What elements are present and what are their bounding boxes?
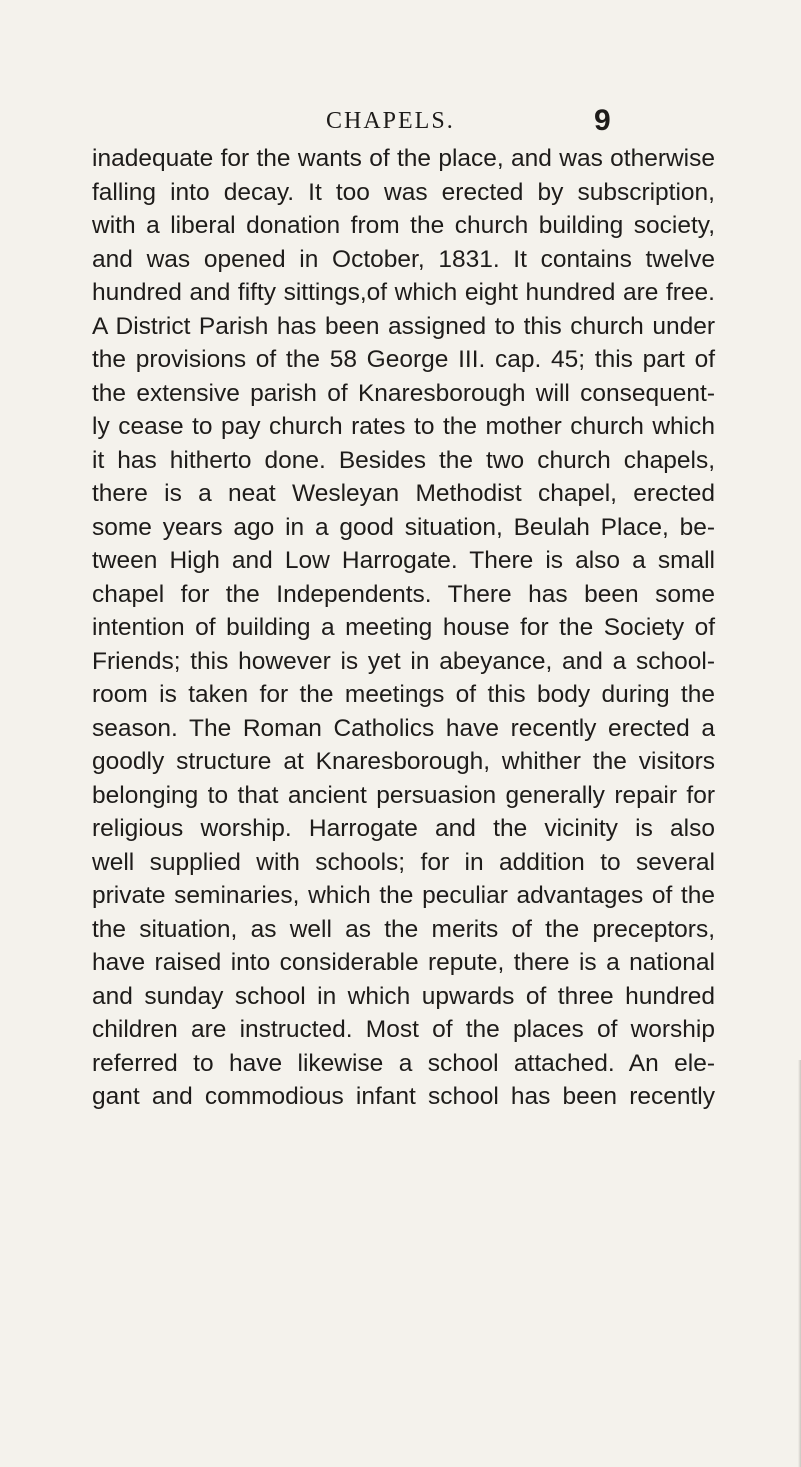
text-line: tween High and Low Harrogate. There is also a small	[92, 547, 715, 574]
text-line: and was opened in October, 1831. It contains twelve	[92, 245, 715, 273]
text-line: some years ago in a good situation, Beulah Place, be-	[92, 513, 715, 541]
text-line: have raised into considerable repute, there is a national	[92, 949, 715, 976]
text-line: there is a neat Wesleyan Methodist chapel, erected	[92, 480, 715, 507]
text-line: Friends; this however is yet in abeyance, and a school-	[92, 647, 715, 675]
text-line: hundred and fifty sittings,of which eight hundred are free.	[92, 279, 715, 306]
text-line: belonging to that ancient persuasion generally repair for	[92, 781, 715, 809]
text-line: well supplied with schools; for in addition to several	[92, 848, 715, 876]
text-line: inadequate for the wants of the place, and was otherwise	[92, 145, 715, 172]
text-line: goodly structure at Knaresborough, whither the visitors	[92, 748, 715, 775]
text-line: and sunday school in which upwards of three hundred	[92, 982, 715, 1010]
text-line: it has hitherto done. Besides the two church chapels,	[92, 446, 715, 474]
text-line: with a liberal donation from the church building society,	[92, 212, 715, 239]
page-number: 9	[594, 104, 611, 137]
text-line: chapel for the Independents. There has been some	[92, 580, 715, 608]
text-line: intention of building a meeting house for the Society of	[92, 614, 715, 641]
text-line: the provisions of the 58 George III. cap. 45; this part of	[92, 346, 715, 373]
text-line: falling into decay. It too was erected by subscription,	[92, 178, 715, 206]
text-line: referred to have likewise a school attached. An ele-	[92, 1049, 715, 1077]
text-line: the extensive parish of Knaresborough will consequent-	[92, 379, 715, 407]
text-line: religious worship. Harrogate and the vicinity is also	[92, 815, 715, 842]
text-line: A District Parish has been assigned to this church under	[92, 312, 715, 340]
text-line: children are instructed. Most of the places of worship	[92, 1016, 715, 1043]
text-line: ly cease to pay church rates to the mother church which	[92, 413, 715, 440]
text-line: season. The Roman Catholics have recently erected a	[92, 714, 715, 742]
text-line: room is taken for the meetings of this body during the	[92, 681, 715, 708]
text-line: private seminaries, which the peculiar advantages of the	[92, 882, 715, 909]
running-title: CHAPELS.	[326, 108, 455, 134]
running-head	[0, 104, 801, 144]
text-line: gant and commodious infant school has been recently	[92, 1083, 715, 1110]
text-line: the situation, as well as the merits of the preceptors,	[92, 915, 715, 943]
